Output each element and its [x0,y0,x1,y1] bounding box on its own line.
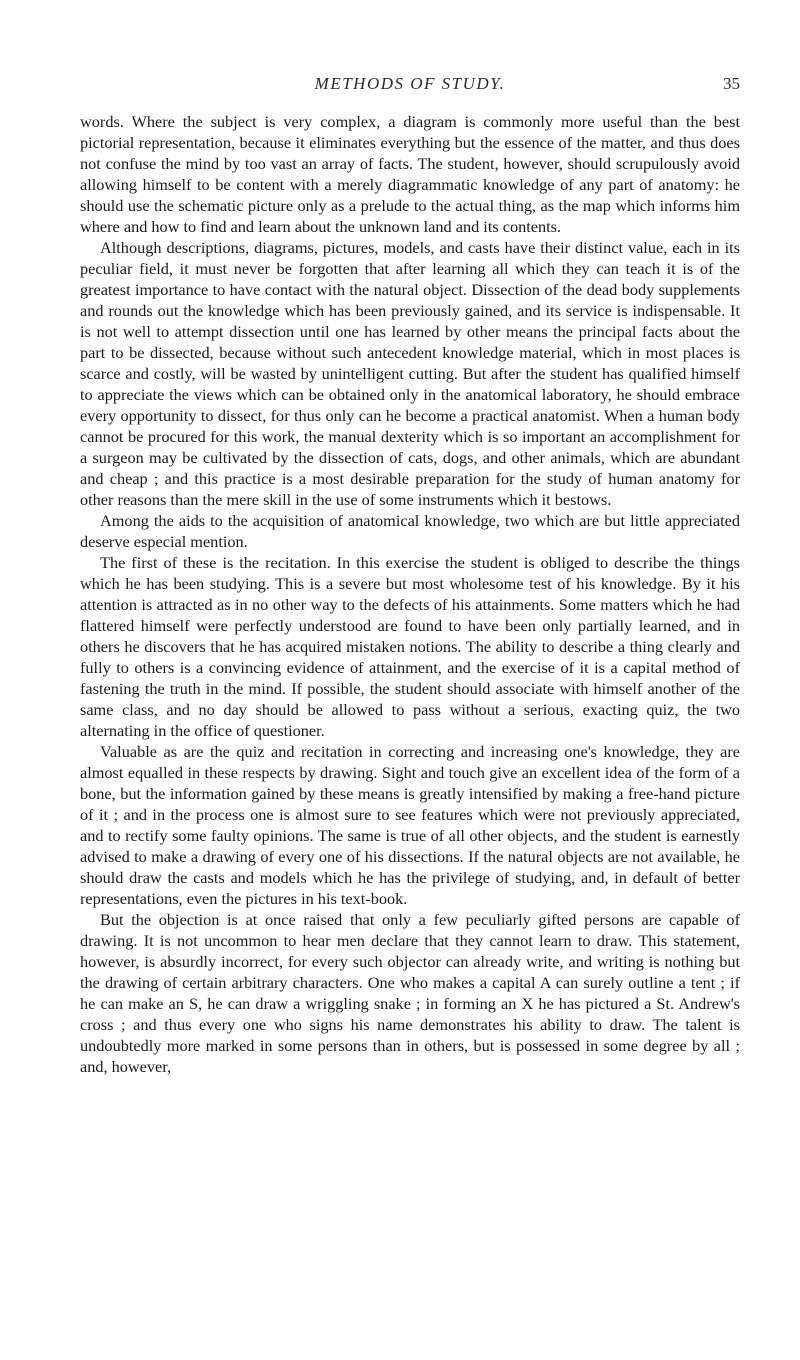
paragraph-continued: words. Where the subject is very complex, a diagram is commonly more useful than the best pictorial representation, because it eliminates everything but the essence of the matter, and thus does not confuse the mind by too vast an array of facts. The student, however, should scrupulously avoid allowing himself to be content with a merely diagrammatic knowledge of any part of anatomy: he should use the schematic picture only as a prelude to the actual thing, as the map which informs him where and how to find and learn about the unknown land and its contents. [80,112,740,236]
paragraph-objection: But the objection is at once raised that only a few peculiarly gifted persons are capable of drawing. It is not uncommon to hear men declare that they cannot learn to draw. This statement, however, is absurdly incorrect, for every such objector can already write, and writing is nothing but the drawing of certain arbitrary characters. One who makes a capital A can surely outline a tent ; if he can make an S, he can draw a wriggling snake ; in forming an X he has pictured a St. Andrew's cross ; and thus every one who signs his name demonstrates his ability to draw. The talent is undoubtedly more marked in some persons than in others, but is possessed in some degree by all ; and, however, [80,910,740,1076]
page-number: 35 [723,74,740,93]
paragraph-dissection: Although descriptions, diagrams, pictures, models, and casts have their distinct value, each in its peculiar field, it must never be forgotten that after learning all which they can teach it is of the greatest importance to have contact with the natural object. Dissection of the dead body supplements and rounds out the knowledge which has been previously gained, and its service is indispensable. It is not well to attempt dissection until one has learned by other means the principal facts about the part to be dissected, because without such antecedent knowledge material, which in most places is scarce and costly, will be wasted by unintelligent cutting. But after the student has qualified himself to appreciate the views which can be obtained only in the anatomical laboratory, he should embrace every opportunity to dissect, for thus only can he become a practical anatomist. When a human body cannot be procured for this work, the manual dexterity which is so important an accomplishment for a surgeon may be cultivated by the dissection of cats, dogs, and other animals, which are abundant and cheap ; and this practice is a most desirable preparation for the study of human anatomy for other reasons than the mere skill in the use of some instruments which it bestows. [80,238,740,509]
book-page [80,74,740,1077]
paragraph-recitation: The first of these is the recitation. In this exercise the student is obliged to describe the things which he has been studying. This is a severe but most wholesome test of his knowledge. By it his attention is attracted as in no other way to the defects of his attainments. Some matters which he had flattered himself were perfectly understood are found to have been only partially learned, and in others he discovers that he has acquired mistaken notions. The ability to describe a thing clearly and fully to others is a convincing evidence of attainment, and the exercise of it is a capital method of fastening the truth in the mind. If possible, the student should associate with himself another of the same class, and no day should be allowed to pass without a serious, exacting quiz, the two alternating in the office of questioner. [80,553,740,740]
paragraph-drawing: Valuable as are the quiz and recitation in correcting and increasing one's knowledge, they are almost equalled in these respects by drawing. Sight and touch give an excellent idea of the form of a bone, but the information gained by these means is greatly intensified by making a free-hand picture of it ; and in the process one is almost sure to see features which were not previously appreciated, and to rectify some faulty opinions. The same is true of all other objects, and the student is earnestly advised to make a drawing of every one of his dissections. If the natural objects are not available, he should draw the casts and models which he has the privilege of studying, and, in default of better representations, even the pictures in his text-book. [80,742,740,908]
running-title: METHODS OF STUDY. [314,74,506,93]
body-text [80,111,740,1077]
running-head [80,74,740,96]
paragraph-aids: Among the aids to the acquisition of anatomical knowledge, two which are but little appreciated deserve especial mention. [80,511,740,551]
